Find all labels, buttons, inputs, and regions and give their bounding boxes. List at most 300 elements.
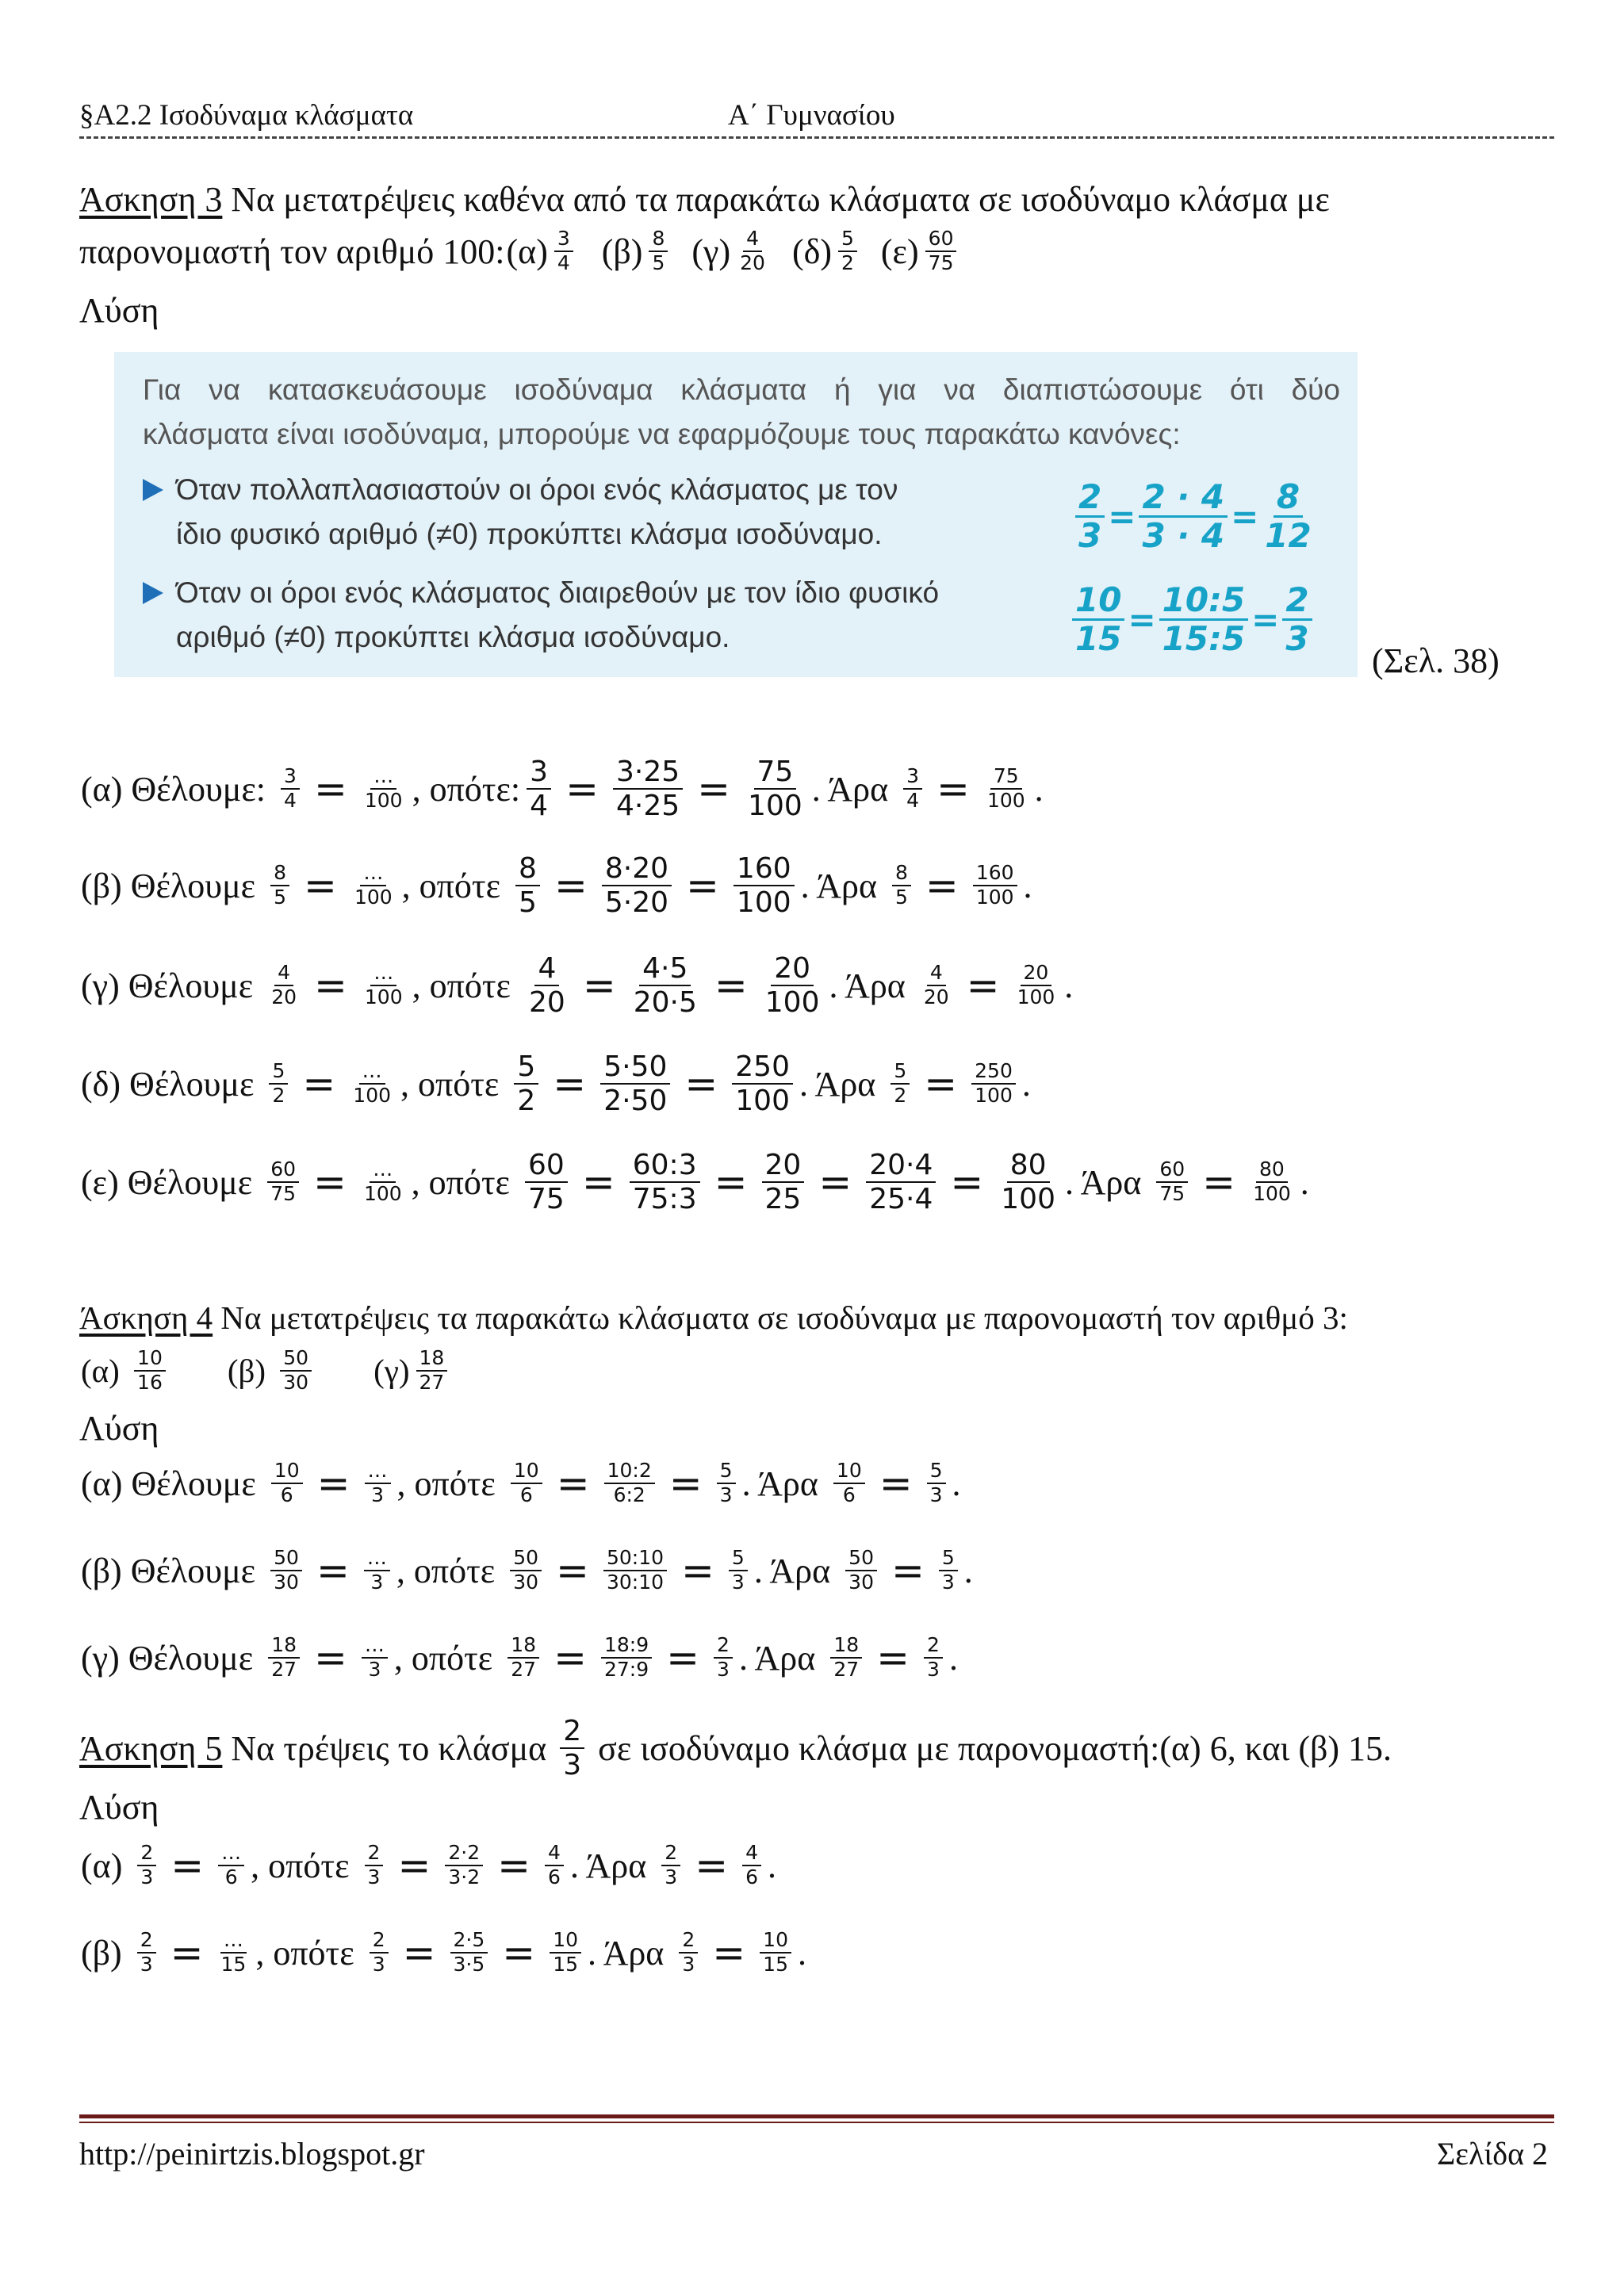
- denominator: 3: [368, 1658, 381, 1681]
- denominator: 100: [1253, 1182, 1291, 1205]
- numerator: 60: [267, 1158, 299, 1183]
- numerator: 5: [939, 1547, 958, 1571]
- equals-sign: =: [304, 863, 337, 909]
- target-fraction: [350, 1060, 394, 1108]
- numerator: 10:2: [604, 1460, 655, 1484]
- target-fraction: [362, 765, 406, 813]
- denominator: 15: [553, 1953, 578, 1976]
- denominator: 5·20: [604, 886, 669, 919]
- footer-page-number: Σελίδα 2: [1437, 2136, 1549, 2172]
- equals-sign: =: [556, 1460, 590, 1506]
- ex4-item: [226, 1347, 316, 1395]
- equals-sign: =: [314, 962, 347, 1008]
- rule1-arrow-icon: [143, 479, 163, 501]
- given-fraction: [267, 1158, 299, 1206]
- solution-label: (γ) Θέλουμε: [81, 966, 262, 1005]
- ex5-prompt: Άσκηση 5 Να τρέψεις το κλάσμα $\frac{2}{3}$ σε ισοδύναμο κλάσμα με παρονομαστή:(α) 6, και (β) 15.: [79, 1714, 1392, 1781]
- tip-box: [114, 352, 1358, 677]
- numerator: 3: [903, 765, 922, 790]
- connector-text: , οπότε: [255, 1933, 363, 1973]
- equals-sign: =: [681, 1548, 714, 1594]
- denominator: 3·2: [448, 1866, 481, 1888]
- denominator: 4·25: [615, 790, 680, 822]
- denominator: 100: [736, 886, 791, 919]
- handwritten-example-1: $\frac{2}{3}$ = $\frac{2 \cdot 4}{3 \cdot 4}$ = $\frac{8}{12}$: [1075, 479, 1315, 554]
- equals-sign: =: [936, 766, 970, 812]
- denominator: 4: [530, 790, 549, 822]
- denominator: 2: [841, 251, 854, 274]
- period: .: [952, 1464, 961, 1503]
- denominator: 3·5: [453, 1953, 485, 1976]
- denominator: 3: [367, 1866, 381, 1888]
- denominator: 100: [975, 1084, 1013, 1107]
- denominator: 30: [848, 1571, 874, 1594]
- period: .: [1023, 866, 1032, 905]
- conclusion-text: . Άρα: [811, 769, 898, 809]
- numerator: 75: [754, 756, 797, 790]
- numerator: 4: [742, 1842, 761, 1866]
- item-label: (ε): [880, 232, 919, 271]
- numerator: 5: [927, 1460, 946, 1484]
- equals-sign: =: [879, 1460, 913, 1506]
- denominator: 100: [363, 1182, 402, 1205]
- equals-sign: =: [316, 1548, 350, 1594]
- denominator: 3: [370, 1571, 384, 1594]
- chain-fraction: [514, 1050, 538, 1118]
- numerator: 50: [270, 1547, 302, 1571]
- numerator: 20: [1021, 962, 1052, 986]
- chain-fraction: [998, 1149, 1059, 1216]
- item-fraction: [280, 1347, 312, 1395]
- result-left-fraction: [679, 1929, 698, 1976]
- period: .: [768, 1846, 777, 1885]
- equals-sign: =: [697, 766, 731, 812]
- item-fraction: [925, 228, 957, 275]
- ex4-title: Άσκηση 4: [79, 1299, 213, 1336]
- equals-sign: =: [553, 863, 588, 909]
- solution-line: [79, 1146, 1311, 1218]
- denominator: 4: [906, 789, 920, 812]
- result-left-fraction: [892, 862, 911, 909]
- chain-fraction: [762, 1149, 805, 1216]
- denominator: 2: [894, 1084, 907, 1107]
- denominator: 3: [665, 1866, 678, 1888]
- denominator: 100: [735, 1085, 790, 1117]
- ex3-item: [690, 228, 773, 275]
- footer-url: http://peinirtzis.blogspot.gr: [79, 2136, 425, 2172]
- denominator: 100: [1001, 1183, 1055, 1215]
- equals-sign: =: [397, 1843, 431, 1888]
- equals-sign: =: [565, 766, 599, 812]
- conclusion-text: . Άρα: [741, 1464, 827, 1503]
- chain-fraction: [601, 1634, 652, 1682]
- equals-sign: =: [581, 1159, 615, 1205]
- equals-sign: =: [818, 1159, 852, 1205]
- chain-fraction: [515, 852, 540, 920]
- chain-fraction: [714, 1634, 733, 1682]
- ex4-items: [79, 1343, 508, 1399]
- item-fraction: [134, 1347, 166, 1395]
- ex3-item: [791, 228, 862, 275]
- denominator: 20: [923, 985, 949, 1008]
- numerator: 18: [508, 1634, 539, 1659]
- ex3-item: [879, 228, 962, 275]
- numerator: 5: [717, 1460, 736, 1484]
- ex3-items: [505, 228, 979, 275]
- equals-sign: =: [170, 1930, 204, 1976]
- result-left-fraction: [891, 1060, 910, 1108]
- connector-text: , οπότε: [393, 1638, 502, 1678]
- equals-sign: =: [556, 1548, 589, 1594]
- equals-sign: =: [695, 1843, 729, 1888]
- rule1-line1: Όταν πολλαπλασιαστούν οι όροι ενός κλάσματος με τον: [176, 473, 898, 506]
- numerator: 2: [365, 1842, 384, 1866]
- ex3-title: Άσκηση 3: [79, 180, 223, 219]
- numerator: …: [364, 1547, 390, 1571]
- denominator: 5: [519, 886, 537, 919]
- denominator: 5: [652, 251, 665, 274]
- footer-rule-thin: [79, 2122, 1554, 2123]
- equals-sign: =: [686, 863, 719, 909]
- target-fraction: [365, 1460, 391, 1507]
- denominator: 100: [353, 1084, 392, 1107]
- chain-fraction: [445, 1842, 483, 1889]
- equals-sign: =: [316, 1460, 350, 1506]
- numerator: 2: [679, 1929, 698, 1954]
- numerator: 3: [554, 228, 573, 252]
- result-left-fraction: [833, 1460, 865, 1507]
- numerator: …: [362, 1634, 388, 1659]
- chain-fraction: [604, 1460, 655, 1507]
- period: .: [948, 1638, 958, 1678]
- chain-fraction: [525, 1149, 568, 1216]
- equals-sign: =: [170, 1843, 205, 1888]
- numerator: …: [370, 962, 396, 986]
- denominator: 100: [354, 886, 393, 909]
- item-label: (δ): [791, 232, 832, 271]
- equals-sign: =: [925, 863, 959, 909]
- numerator: 75: [990, 765, 1022, 790]
- result-left-fraction: [830, 1634, 862, 1682]
- solution-label: (α) Θέλουμε: [81, 1464, 265, 1503]
- denominator: 30: [283, 1371, 309, 1394]
- conclusion-text: . Άρα: [829, 966, 914, 1005]
- connector-text: , οπότε: [396, 1464, 504, 1503]
- item-label: (β): [601, 232, 643, 271]
- denominator: 27: [271, 1658, 297, 1681]
- result-right-fraction: [760, 1929, 791, 1976]
- target-fraction: [362, 1634, 388, 1682]
- numerator: 20·4: [866, 1149, 936, 1183]
- given-fraction: [137, 1842, 156, 1889]
- denominator: 6: [745, 1866, 759, 1888]
- numerator: 18:9: [601, 1634, 652, 1659]
- denominator: 20·5: [633, 986, 697, 1019]
- numerator: 50: [280, 1347, 312, 1372]
- equals-sign: =: [402, 1930, 436, 1976]
- item-label: (α): [506, 232, 548, 271]
- denominator: 100: [364, 789, 403, 812]
- given-fraction: [268, 1634, 300, 1682]
- numerator: 2: [137, 1842, 156, 1866]
- ex4-item: [79, 1347, 170, 1395]
- equals-sign: =: [950, 1159, 984, 1205]
- page-header: [79, 97, 1554, 139]
- denominator: 3: [929, 1483, 943, 1506]
- numerator: 10: [134, 1347, 166, 1372]
- chain-fraction: [365, 1842, 384, 1889]
- result-left-fraction: [903, 765, 922, 813]
- result-right-fraction: [1250, 1158, 1294, 1206]
- item-label: (γ): [691, 232, 731, 271]
- chain-fraction: [732, 1050, 793, 1118]
- solution-label: (β) Θέλουμε: [81, 1551, 265, 1590]
- connector-text: , οπότε:: [412, 769, 521, 809]
- chain-fraction: [370, 1929, 389, 1976]
- denominator: 3: [719, 1483, 733, 1506]
- equals-sign: =: [666, 1635, 700, 1681]
- denominator: 2: [272, 1084, 285, 1107]
- equals-sign: =: [302, 1061, 336, 1107]
- rule2-arrow-icon: [143, 582, 163, 604]
- numerator: 18: [416, 1347, 448, 1372]
- solution-label: (β): [81, 1933, 131, 1973]
- given-fraction: [270, 862, 289, 909]
- denominator: 75: [528, 1183, 565, 1215]
- target-fraction: [364, 1547, 390, 1594]
- target-fraction: [218, 1929, 250, 1976]
- tip-intro-line1: Για να κατασκευάσουμε ισοδύναμα κλάσματα ή για να διαπιστώσουμε ότι δύο: [143, 373, 1340, 406]
- chain-fraction: [550, 1929, 581, 1976]
- denominator: 15: [220, 1953, 247, 1976]
- chain-fraction: [511, 1460, 542, 1507]
- numerator: …: [360, 862, 386, 886]
- target-fraction: [351, 862, 396, 909]
- result-left-fraction: [1156, 1158, 1188, 1206]
- period: .: [1034, 769, 1044, 809]
- denominator: 27: [419, 1371, 445, 1394]
- numerator: 160: [733, 852, 795, 886]
- chain-fraction: [630, 952, 700, 1020]
- denominator: 75: [1159, 1182, 1185, 1205]
- item-label: (α): [81, 1353, 128, 1389]
- conclusion-text: . Άρα: [799, 1064, 885, 1104]
- ex4-prompt: Άσκηση 4 Να μετατρέψεις τα παρακάτω κλάσματα σε ισοδύναμα με παρονομαστή τον αριθμό 3:: [79, 1299, 1348, 1336]
- given-fraction: [281, 765, 300, 813]
- numerator: 4: [534, 952, 559, 986]
- numerator: 2: [924, 1634, 943, 1659]
- denominator: 27: [833, 1658, 860, 1681]
- numerator: 10: [550, 1929, 581, 1954]
- numerator: 60:3: [630, 1149, 700, 1183]
- given-fraction: [268, 962, 300, 1009]
- solution-label: (β) Θέλουμε: [81, 866, 265, 905]
- denominator: 6: [224, 1866, 238, 1888]
- solution-line: [79, 850, 1034, 921]
- numerator: 8: [515, 852, 540, 886]
- numerator: 5: [514, 1050, 538, 1085]
- denominator: 3: [140, 1866, 154, 1888]
- item-label: (γ): [373, 1353, 410, 1389]
- equals-sign: =: [876, 1635, 910, 1681]
- chain-fraction: [733, 852, 795, 920]
- ex3-solution-label: Λύση: [79, 291, 159, 330]
- numerator: …: [370, 765, 396, 790]
- result-right-fraction: [971, 1060, 1016, 1108]
- chain-fraction: [450, 1929, 488, 1976]
- numerator: 4: [274, 962, 293, 986]
- numerator: 60: [525, 1149, 568, 1183]
- connector-text: , οπότε: [396, 1551, 504, 1590]
- chain-fraction: [866, 1149, 936, 1216]
- numerator: 8: [892, 862, 911, 886]
- denominator: 3: [717, 1658, 730, 1681]
- result-right-fraction: [924, 1634, 943, 1682]
- result-right-fraction: [973, 862, 1017, 909]
- denominator: 3: [372, 1953, 385, 1976]
- rule1-line2: ίδιο φυσικό αριθμό (≠0) προκύπτει κλάσμα ισοδύναμο.: [176, 518, 883, 550]
- numerator: 2·5: [450, 1929, 488, 1954]
- denominator: 6: [842, 1483, 856, 1506]
- numerator: 50: [510, 1547, 542, 1571]
- item-fraction: [416, 1347, 448, 1395]
- denominator: 25: [764, 1183, 802, 1215]
- target-fraction: [362, 962, 406, 1009]
- chain-fraction: [745, 756, 806, 823]
- numerator: 2·2: [445, 1842, 483, 1866]
- connector-text: , οπότε: [400, 1064, 508, 1104]
- connector-text: , οπότε: [411, 1162, 519, 1202]
- numerator: 80: [1256, 1158, 1288, 1183]
- item-fraction: [554, 228, 573, 275]
- ex3-prompt-line2: παρονομαστή τον αριθμό 100: (α) $\frac{3}{4}$ (β) $\frac{8}{5}$ (γ) $\frac{4}{20}$ (δ) $\frac{5}{2}$ (ε) $\frac{60}{75}$: [79, 224, 979, 279]
- chain-fraction: [600, 1050, 670, 1118]
- denominator: 3: [927, 1658, 940, 1681]
- handwritten-example-2: $\frac{10}{15}$ = $\frac{10:5}{15:5}$ = $\frac{2}{3}$: [1072, 582, 1312, 657]
- solution-line: [79, 1830, 778, 1901]
- numerator: 4·5: [639, 952, 691, 986]
- numerator: 10: [833, 1460, 865, 1484]
- solution-label: (δ) Θέλουμε: [81, 1064, 263, 1104]
- equals-sign: =: [714, 962, 748, 1008]
- connector-text: , οπότε: [251, 1846, 358, 1885]
- equals-sign: =: [314, 1635, 347, 1681]
- numerator: 10: [271, 1460, 303, 1484]
- denominator: 15: [763, 1953, 788, 1976]
- numerator: 20: [771, 952, 814, 986]
- chain-fraction: [762, 952, 823, 1020]
- given-fraction: [269, 1060, 288, 1108]
- equals-sign: =: [313, 766, 347, 812]
- result-right-fraction: [939, 1547, 958, 1594]
- numerator: 18: [830, 1634, 862, 1659]
- numerator: 50:10: [603, 1547, 667, 1571]
- given-fraction: [137, 1929, 156, 1976]
- equals-sign: =: [1202, 1159, 1236, 1205]
- numerator: 5: [269, 1060, 288, 1085]
- denominator: 6: [519, 1483, 533, 1506]
- equals-sign: =: [684, 1061, 718, 1107]
- result-right-fraction: [742, 1842, 761, 1889]
- solution-label: (ε) Θέλουμε: [81, 1162, 262, 1202]
- header-class-title: Α΄ Γυμνασίου: [728, 99, 895, 132]
- chain-fraction: [603, 1547, 667, 1594]
- denominator: 75: [270, 1182, 297, 1205]
- period: .: [1064, 966, 1074, 1005]
- numerator: 10: [511, 1460, 542, 1484]
- equals-sign: =: [924, 1061, 958, 1107]
- numerator: 80: [1007, 1149, 1050, 1183]
- denominator: 100: [975, 886, 1014, 909]
- denominator: 100: [986, 789, 1025, 812]
- solution-line: [79, 950, 1074, 1021]
- equals-sign: =: [502, 1930, 536, 1976]
- ex3-item: [600, 228, 673, 275]
- numerator: 2: [370, 1929, 389, 1954]
- numerator: 10: [760, 1929, 791, 1954]
- numerator: …: [218, 1842, 244, 1866]
- result-right-fraction: [984, 765, 1028, 813]
- rule2-line1: Όταν οι όροι ενός κλάσματος διαιρεθούν με τον ίδιο φυσικό: [176, 576, 940, 609]
- numerator: 60: [925, 228, 957, 252]
- denominator: 30: [274, 1571, 299, 1594]
- denominator: 20: [271, 985, 297, 1008]
- page-reference: (Σελ. 38): [1372, 641, 1500, 680]
- item-label: (β): [227, 1353, 274, 1389]
- numerator: 18: [268, 1634, 300, 1659]
- connector-text: , οπότε: [412, 966, 519, 1005]
- numerator: …: [220, 1929, 247, 1954]
- chain-fraction: [545, 1842, 564, 1889]
- denominator: 27:9: [604, 1658, 649, 1681]
- numerator: 3: [281, 765, 300, 790]
- numerator: 250: [971, 1060, 1016, 1085]
- numerator: 160: [973, 862, 1017, 886]
- equals-sign: =: [553, 1635, 587, 1681]
- equals-sign: =: [313, 1159, 347, 1205]
- numerator: 20: [762, 1149, 805, 1183]
- numerator: 250: [732, 1050, 793, 1085]
- solution-label: (γ) Θέλουμε: [81, 1638, 262, 1678]
- denominator: 16: [137, 1371, 163, 1394]
- numerator: 2: [661, 1842, 680, 1866]
- result-left-fraction: [921, 962, 952, 1009]
- solution-line: [79, 1622, 959, 1693]
- conclusion-text: . Άρα: [588, 1933, 673, 1973]
- denominator: 25·4: [869, 1183, 933, 1215]
- conclusion-text: . Άρα: [800, 866, 886, 905]
- denominator: 3: [731, 1571, 745, 1594]
- denominator: 75:3: [632, 1183, 697, 1215]
- ex3-prompt-line1: Άσκηση 3 Να μετατρέψεις καθένα από τα παρακάτω κλάσματα σε ισοδύναμο κλάσμα με: [79, 180, 1330, 219]
- conclusion-text: . Άρα: [738, 1638, 825, 1678]
- denominator: 27: [511, 1658, 537, 1681]
- period: .: [797, 1933, 806, 1973]
- rule2-line2: αριθμό (≠0) προκύπτει κλάσμα ισοδύναμο.: [176, 621, 730, 653]
- denominator: 30: [513, 1571, 539, 1594]
- ex4-item: [372, 1347, 452, 1395]
- chain-fraction: [527, 756, 551, 823]
- ex5-title: Άσκηση 5: [79, 1728, 223, 1768]
- denominator: 100: [364, 985, 403, 1008]
- equals-sign: =: [668, 1460, 703, 1506]
- conclusion-text: . Άρα: [1065, 1162, 1151, 1202]
- denominator: 6: [548, 1866, 561, 1888]
- chain-fraction: [630, 1149, 700, 1216]
- target-fraction: [361, 1158, 405, 1206]
- numerator: 4: [927, 962, 946, 986]
- denominator: 2·50: [603, 1085, 668, 1117]
